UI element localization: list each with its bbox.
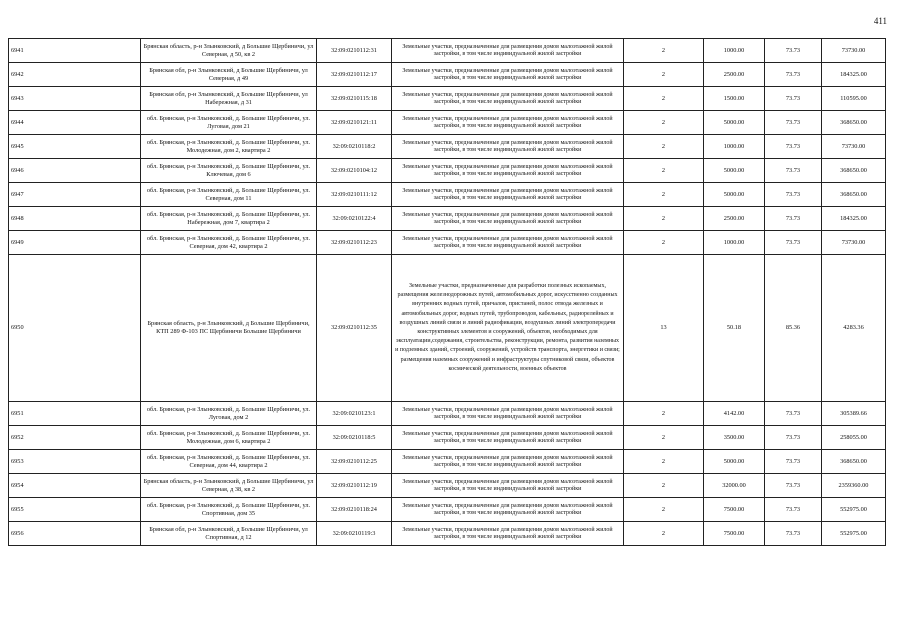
- land-use-cell: Земельные участки, предназначенные для размещения домов малоэтажной жилой застройки, в том числе индивидуальной жилой застройки: [392, 426, 624, 450]
- area-cell: 32000.00: [704, 474, 765, 498]
- cadastral-number-cell: 32:09:0210115:18: [317, 87, 392, 111]
- rate-cell: 73.73: [765, 231, 822, 255]
- rate-cell: 73.73: [765, 522, 822, 546]
- category-cell: 2: [624, 159, 704, 183]
- row-number: 6945: [9, 135, 141, 159]
- cadastral-number-cell: 32:09:0210123:1: [317, 402, 392, 426]
- cadastral-number-cell: 32:09:0210104:12: [317, 159, 392, 183]
- cadastral-number-cell: 32:09:0210112:23: [317, 231, 392, 255]
- land-use-cell: Земельные участки, предназначенные для размещения домов малоэтажной жилой застройки, в том числе индивидуальной жилой застройки: [392, 450, 624, 474]
- cadastral-value-cell: 73730.00: [822, 39, 886, 63]
- land-use-cell: Земельные участки, предназначенные для размещения домов малоэтажной жилой застройки, в том числе индивидуальной жилой застройки: [392, 63, 624, 87]
- address-cell: Брянская обл, р-н Злынковский, д Большие Щербиничи, ул Спортивная, д 12: [141, 522, 317, 546]
- cadastral-value-cell: 73730.00: [822, 135, 886, 159]
- cadastral-number-cell: 32:09:0210112:17: [317, 63, 392, 87]
- category-cell: 2: [624, 522, 704, 546]
- address-cell: обл. Брянская, р-н Злынковский, д. Большие Щербиничи, ул. Набережная, дом 7, квартира 2: [141, 207, 317, 231]
- category-cell: 2: [624, 39, 704, 63]
- land-use-cell: Земельные участки, предназначенные для размещения домов малоэтажной жилой застройки, в том числе индивидуальной жилой застройки: [392, 474, 624, 498]
- area-cell: 1000.00: [704, 39, 765, 63]
- category-cell: 2: [624, 402, 704, 426]
- cadastral-value-cell: 184325.00: [822, 207, 886, 231]
- cadastral-value-cell: 368650.00: [822, 183, 886, 207]
- land-use-cell: Земельные участки, предназначенные для размещения домов малоэтажной жилой застройки, в том числе индивидуальной жилой застройки: [392, 522, 624, 546]
- table-row: [9, 87, 886, 111]
- rate-cell: 73.73: [765, 159, 822, 183]
- area-cell: 50.18: [704, 255, 765, 402]
- area-cell: 5000.00: [704, 111, 765, 135]
- row-number: 6954: [9, 474, 141, 498]
- area-cell: 1000.00: [704, 135, 765, 159]
- table-row: [9, 450, 886, 474]
- cadastral-value-cell: 368650.00: [822, 159, 886, 183]
- cadastral-number-cell: 32:09:0210112:31: [317, 39, 392, 63]
- row-number: 6950: [9, 255, 141, 402]
- area-cell: 2500.00: [704, 63, 765, 87]
- address-cell: обл. Брянская, р-н Злынковский, д. Большие Щербиничи, ул. Молодежная, дом 6, квартира 2: [141, 426, 317, 450]
- cadastral-number-cell: 32:09:0210111:12: [317, 183, 392, 207]
- category-cell: 2: [624, 87, 704, 111]
- land-use-cell: Земельные участки, предназначенные для размещения домов малоэтажной жилой застройки, в том числе индивидуальной жилой застройки: [392, 498, 624, 522]
- address-cell: обл. Брянская, р-н Злынковский, д. Большие Щербиничи, ул. Северная, дом 42, квартира 2: [141, 231, 317, 255]
- cadastral-number-cell: 32:09:0210118:2: [317, 135, 392, 159]
- row-number: 6956: [9, 522, 141, 546]
- category-cell: 2: [624, 450, 704, 474]
- table-row: [9, 207, 886, 231]
- cadastral-number-cell: 32:09:0210112:35: [317, 255, 392, 402]
- category-cell: 2: [624, 426, 704, 450]
- rate-cell: 85.36: [765, 255, 822, 402]
- cadastral-value-cell: 73730.00: [822, 231, 886, 255]
- address-cell: обл. Брянская, р-н Злынковский, д. Большие Щербиничи, ул. Луговая, дом 2: [141, 402, 317, 426]
- row-number: 6942: [9, 63, 141, 87]
- rate-cell: 73.73: [765, 207, 822, 231]
- cadastral-value-cell: 552975.00: [822, 498, 886, 522]
- land-use-cell: Земельные участки, предназначенные для размещения домов малоэтажной жилой застройки, в том числе индивидуальной жилой застройки: [392, 159, 624, 183]
- cadastral-value-cell: 552975.00: [822, 522, 886, 546]
- cadastral-value-cell: 368650.00: [822, 450, 886, 474]
- rate-cell: 73.73: [765, 135, 822, 159]
- rate-cell: 73.73: [765, 183, 822, 207]
- category-cell: 2: [624, 498, 704, 522]
- rate-cell: 73.73: [765, 402, 822, 426]
- table-row: [9, 63, 886, 87]
- cadastral-number-cell: 32:09:0210121:11: [317, 111, 392, 135]
- cadastral-number-cell: 32:09:0210118:24: [317, 498, 392, 522]
- table-row: [9, 39, 886, 63]
- area-cell: 5000.00: [704, 450, 765, 474]
- land-use-cell: Земельные участки, предназначенные для размещения домов малоэтажной жилой застройки, в том числе индивидуальной жилой застройки: [392, 87, 624, 111]
- cadastral-number-cell: 32:09:0210112:19: [317, 474, 392, 498]
- rate-cell: 73.73: [765, 426, 822, 450]
- row-number: 6953: [9, 450, 141, 474]
- area-cell: 5000.00: [704, 159, 765, 183]
- cadastral-value-cell: 4283.36: [822, 255, 886, 402]
- cadastral-value-cell: 368650.00: [822, 111, 886, 135]
- address-cell: Брянская область, р-н Злынковский, д Большие Щербиничи, ул Северная, д 50, кв 2: [141, 39, 317, 63]
- category-cell: 2: [624, 183, 704, 207]
- address-cell: Брянская область, р-н Злынковский, д Большие Щербиничи, КТП 289 Ф-103 ПС Щербиничи Большие Щербиничи: [141, 255, 317, 402]
- table-row: [9, 231, 886, 255]
- address-cell: обл. Брянская, р-н Злынковский, д. Большие Щербиничи, ул. Северная, дом 44, квартира 2: [141, 450, 317, 474]
- category-cell: 13: [624, 255, 704, 402]
- land-use-cell: Земельные участки, предназначенные для размещения домов малоэтажной жилой застройки, в том числе индивидуальной жилой застройки: [392, 135, 624, 159]
- table-row: [9, 183, 886, 207]
- row-number: 6947: [9, 183, 141, 207]
- area-cell: 7500.00: [704, 522, 765, 546]
- area-cell: 3500.00: [704, 426, 765, 450]
- category-cell: 2: [624, 111, 704, 135]
- table-row: [9, 135, 886, 159]
- cadastral-number-cell: 32:09:0210119:3: [317, 522, 392, 546]
- row-number: 6943: [9, 87, 141, 111]
- table-row: [9, 474, 886, 498]
- cadastral-value-cell: 2359360.00: [822, 474, 886, 498]
- table-row: [9, 498, 886, 522]
- cadastral-value-cell: 110595.00: [822, 87, 886, 111]
- row-number: 6955: [9, 498, 141, 522]
- address-cell: обл. Брянская, р-н Злынковский, д. Большие Щербиничи, ул. Северная, дом 11: [141, 183, 317, 207]
- cadastral-number-cell: 32:09:0210112:25: [317, 450, 392, 474]
- address-cell: Брянская обл, р-н Злынковский, д Большие Щербиничи, ул Набережная, д 31: [141, 87, 317, 111]
- category-cell: 2: [624, 231, 704, 255]
- land-use-cell: Земельные участки, предназначенные для разработки полезных ископаемых, размещения железнодорожных путей, автомобильных дорог, искусственно созданных внутренних водных путей, причалов, пристаней, полос отвода железных и автомобильных дорог, водных путей, трубопроводов, кабельных, радиорелейных и воздушных линий связи и линий радиофикации, воздушных линий электропередачи конструктивных элементов и сооружений, объектов, необходимых для эксплуатации,содержания, строительства, реконструкции, ремонта, развития наземных и подземных зданий, строений, сооружений, устройств транспорта, энергетики и связи; размещения наземных сооружений и инфраструктуры спутниковой связи, объектов космической деятельности, военных объектов: [392, 255, 624, 402]
- rate-cell: 73.73: [765, 63, 822, 87]
- cadastral-number-cell: 32:09:0210122:4: [317, 207, 392, 231]
- area-cell: 1000.00: [704, 231, 765, 255]
- cadastral-value-cell: 258055.00: [822, 426, 886, 450]
- row-number: 6951: [9, 402, 141, 426]
- address-cell: обл. Брянская, р-н Злынковский, д. Большие Щербиничи, ул. Луговая, дом 21: [141, 111, 317, 135]
- row-number: 6948: [9, 207, 141, 231]
- table-row: [9, 426, 886, 450]
- land-use-cell: Земельные участки, предназначенные для размещения домов малоэтажной жилой застройки, в том числе индивидуальной жилой застройки: [392, 207, 624, 231]
- table-row: [9, 522, 886, 546]
- category-cell: 2: [624, 135, 704, 159]
- address-cell: обл. Брянская, р-н Злынковский, д. Большие Щербиничи, ул. Ключевая, дом 6: [141, 159, 317, 183]
- rate-cell: 73.73: [765, 39, 822, 63]
- area-cell: 4142.00: [704, 402, 765, 426]
- cadastral-number-cell: 32:09:0210118:5: [317, 426, 392, 450]
- table-row: [9, 255, 886, 402]
- rate-cell: 73.73: [765, 450, 822, 474]
- category-cell: 2: [624, 207, 704, 231]
- land-use-cell: Земельные участки, предназначенные для размещения домов малоэтажной жилой застройки, в том числе индивидуальной жилой застройки: [392, 39, 624, 63]
- row-number: 6949: [9, 231, 141, 255]
- table-row: [9, 159, 886, 183]
- cadastral-value-table: [8, 38, 886, 546]
- address-cell: обл. Брянская, р-н Злынковский, д. Большие Щербиничи, ул. Молодежная, дом 2, квартира 2: [141, 135, 317, 159]
- address-cell: Брянская область, р-н Злынковский, д Большие Щербиничи, ул Северная, д 38, кв 2: [141, 474, 317, 498]
- land-use-cell: Земельные участки, предназначенные для размещения домов малоэтажной жилой застройки, в том числе индивидуальной жилой застройки: [392, 402, 624, 426]
- row-number: 6946: [9, 159, 141, 183]
- rate-cell: 73.73: [765, 498, 822, 522]
- table-row: [9, 111, 886, 135]
- cadastral-value-cell: 305389.66: [822, 402, 886, 426]
- category-cell: 2: [624, 474, 704, 498]
- rate-cell: 73.73: [765, 87, 822, 111]
- rate-cell: 73.73: [765, 474, 822, 498]
- address-cell: обл. Брянская, р-н Злынковский, д. Большие Щербиничи, ул. Спортивная, дом 35: [141, 498, 317, 522]
- row-number: 6941: [9, 39, 141, 63]
- area-cell: 5000.00: [704, 183, 765, 207]
- page-number: 411: [873, 16, 887, 26]
- land-use-cell: Земельные участки, предназначенные для размещения домов малоэтажной жилой застройки, в том числе индивидуальной жилой застройки: [392, 183, 624, 207]
- row-number: 6952: [9, 426, 141, 450]
- land-use-cell: Земельные участки, предназначенные для размещения домов малоэтажной жилой застройки, в том числе индивидуальной жилой застройки: [392, 111, 624, 135]
- area-cell: 1500.00: [704, 87, 765, 111]
- category-cell: 2: [624, 63, 704, 87]
- table-row: [9, 402, 886, 426]
- area-cell: 7500.00: [704, 498, 765, 522]
- table-body: [9, 39, 886, 546]
- row-number: 6944: [9, 111, 141, 135]
- land-use-cell: Земельные участки, предназначенные для размещения домов малоэтажной жилой застройки, в том числе индивидуальной жилой застройки: [392, 231, 624, 255]
- cadastral-value-cell: 184325.00: [822, 63, 886, 87]
- rate-cell: 73.73: [765, 111, 822, 135]
- address-cell: Брянская обл, р-н Злынковский, д Большие Щербиничи, ул Северная, д 49: [141, 63, 317, 87]
- area-cell: 2500.00: [704, 207, 765, 231]
